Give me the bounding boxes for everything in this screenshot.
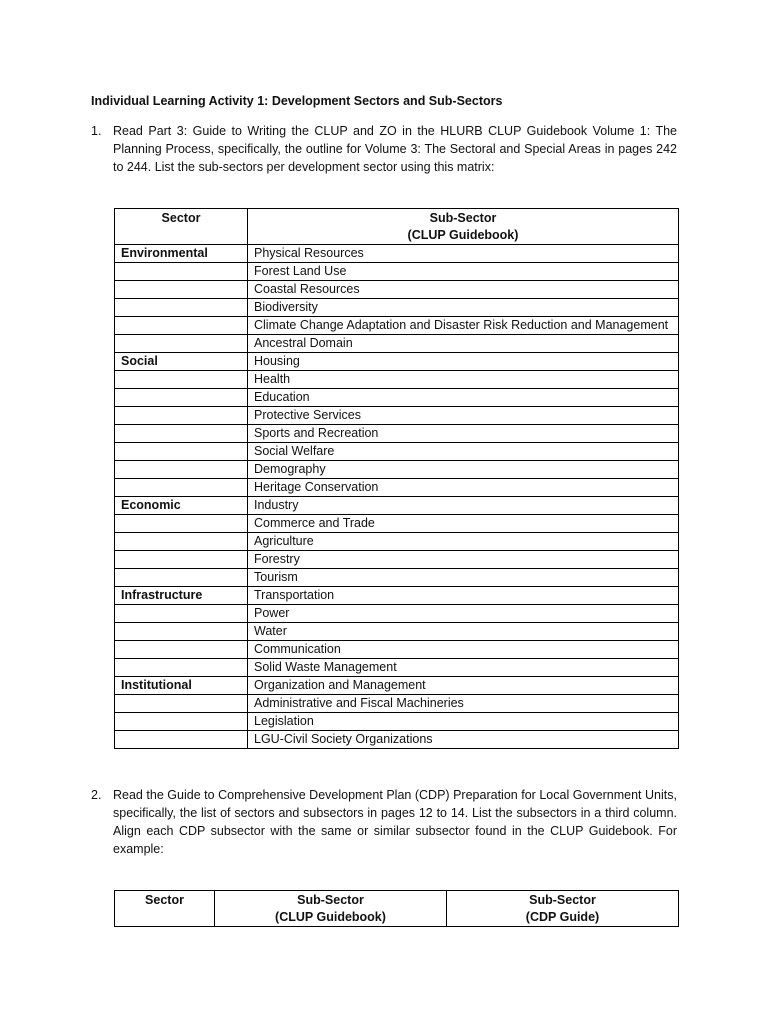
table-row [115,479,679,497]
sector-cell: Infrastructure [115,587,248,605]
activity-title: Individual Learning Activity 1: Development Sectors and Sub-Sectors [91,94,503,108]
sector-matrix-table [114,208,679,749]
header-subsector [248,209,679,245]
table-row [115,659,679,677]
header-subsector-line2: (CLUP Guidebook) [407,228,519,242]
table-row [115,299,679,317]
subsector-cell: LGU-Civil Society Organizations [248,731,679,749]
sector-cell: Environmental [115,245,248,263]
subsector-cell: Transportation [248,587,679,605]
table-row [115,515,679,533]
sector-cell [115,713,248,731]
table-row [115,443,679,461]
instruction-2-number: 2. [91,788,102,802]
subsector-cell: Organization and Management [248,677,679,695]
example-header-cdp [447,891,679,927]
sector-cell [115,443,248,461]
sector-cell [115,731,248,749]
sector-cell [115,317,248,335]
subsector-cell: Protective Services [248,407,679,425]
subsector-cell: Social Welfare [248,443,679,461]
subsector-cell: Forestry [248,551,679,569]
table-row [115,389,679,407]
table-row [115,263,679,281]
sector-cell [115,569,248,587]
subsector-cell: Ancestral Domain [248,335,679,353]
table-row [115,497,679,515]
subsector-cell: Agriculture [248,533,679,551]
sector-cell: Social [115,353,248,371]
sector-cell [115,533,248,551]
sector-cell [115,605,248,623]
sector-cell: Economic [115,497,248,515]
example-header-clup-line2: (CLUP Guidebook) [275,910,386,924]
subsector-cell: Communication [248,641,679,659]
sector-cell [115,389,248,407]
table-row [115,245,679,263]
table-row [115,677,679,695]
table-row [115,461,679,479]
table-row [115,731,679,749]
subsector-cell: Education [248,389,679,407]
table-row [115,587,679,605]
subsector-cell: Commerce and Trade [248,515,679,533]
sector-cell [115,281,248,299]
table-row [115,425,679,443]
subsector-cell: Physical Resources [248,245,679,263]
table-row [115,641,679,659]
example-header-row [115,891,679,927]
table-row [115,371,679,389]
table-row [115,695,679,713]
table-row [115,281,679,299]
table-row [115,407,679,425]
subsector-cell: Water [248,623,679,641]
subsector-cell: Tourism [248,569,679,587]
instruction-1-text: Read Part 3: Guide to Writing the CLUP and ZO in the HLURB CLUP Guidebook Volume 1: The Planning Process, specifically, the outline for Volume 3: The Sectoral and Special Areas in pages 242 to 244. List the sub-sectors per development sector using this matrix: [113,124,677,174]
subsector-cell: Legislation [248,713,679,731]
subsector-cell: Forest Land Use [248,263,679,281]
subsector-cell: Coastal Resources [248,281,679,299]
table-row [115,605,679,623]
header-sector: Sector [115,209,248,245]
sector-cell [115,551,248,569]
sector-cell [115,335,248,353]
instruction-2-text: Read the Guide to Comprehensive Development Plan (CDP) Preparation for Local Government Units, specifically, the list of sectors and subsectors in pages 12 to 14. List the subsectors in a third column. Align each CDP subsector with the same or similar subsector found in the CLUP Guidebook. For example: [113,788,677,856]
subsector-cell: Power [248,605,679,623]
subsector-cell: Demography [248,461,679,479]
subsector-cell: Biodiversity [248,299,679,317]
table-row [115,551,679,569]
table-row [115,533,679,551]
example-header-clup [215,891,447,927]
sector-cell [115,263,248,281]
sector-cell [115,623,248,641]
example-header-sector: Sector [115,891,215,927]
table-row [115,335,679,353]
sector-cell [115,407,248,425]
instruction-1-number: 1. [91,124,102,138]
example-header-clup-line1: Sub-Sector [297,893,364,907]
table-row [115,353,679,371]
table-header-row [115,209,679,245]
subsector-cell: Heritage Conservation [248,479,679,497]
subsector-cell: Climate Change Adaptation and Disaster Risk Reduction and Management [248,317,679,335]
sector-cell [115,695,248,713]
subsector-cell: Solid Waste Management [248,659,679,677]
subsector-cell: Housing [248,353,679,371]
subsector-cell: Health [248,371,679,389]
sector-cell [115,659,248,677]
example-table [114,890,679,927]
subsector-cell: Sports and Recreation [248,425,679,443]
header-subsector-line1: Sub-Sector [429,211,497,225]
subsector-cell: Industry [248,497,679,515]
sector-cell: Institutional [115,677,248,695]
instruction-1 [91,122,677,176]
table-row [115,623,679,641]
sector-cell [115,461,248,479]
sector-cell [115,425,248,443]
table-row [115,713,679,731]
sector-cell [115,641,248,659]
sector-cell [115,299,248,317]
example-header-cdp-line1: Sub-Sector [529,893,596,907]
table-row [115,317,679,335]
instruction-2 [91,786,677,858]
sector-cell [115,371,248,389]
subsector-cell: Administrative and Fiscal Machineries [248,695,679,713]
example-header-cdp-line2: (CDP Guide) [525,910,600,924]
sector-cell [115,479,248,497]
table-row [115,569,679,587]
sector-cell [115,515,248,533]
